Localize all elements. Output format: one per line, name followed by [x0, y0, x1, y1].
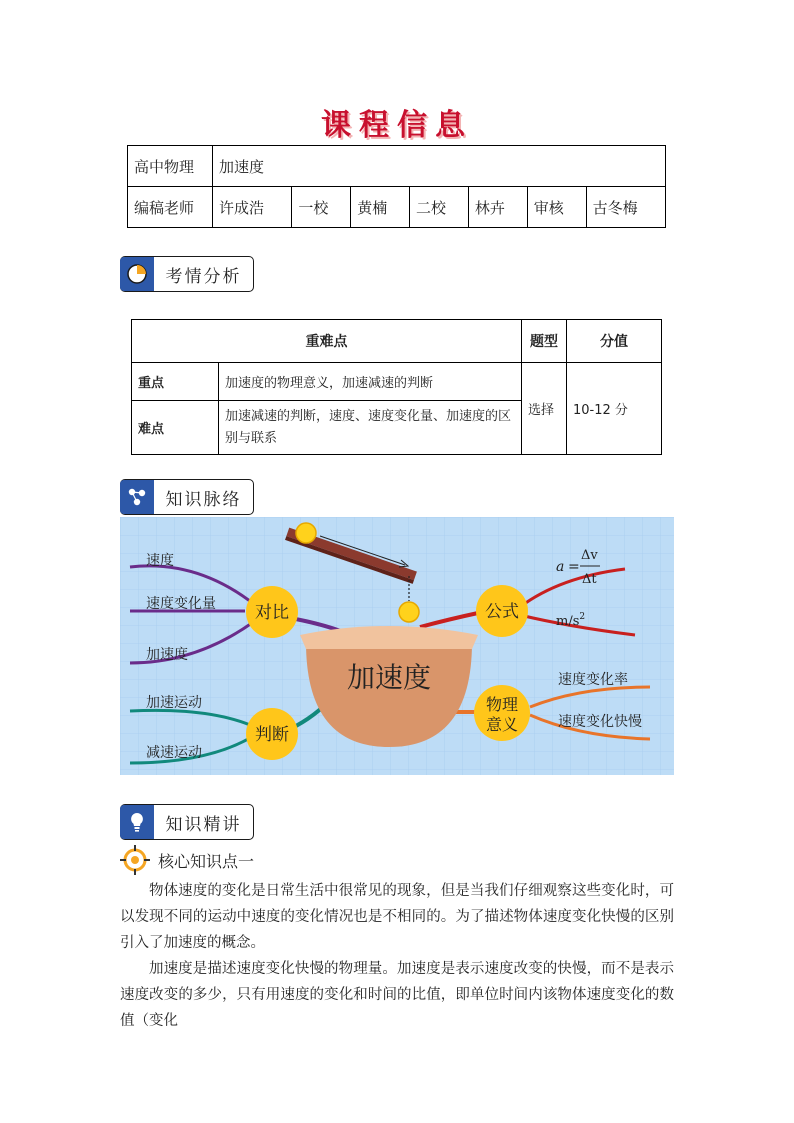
formula-denominator: Δt	[582, 572, 597, 587]
compare-node-label: 对比	[255, 603, 289, 623]
row-label-difficult: 难点	[132, 401, 219, 455]
info-cell: 二校	[410, 187, 469, 228]
meaning-node-label: 物理	[485, 695, 519, 714]
formula-unit: $m/s^2$	[556, 612, 586, 629]
meaning-item: 速度变化率	[558, 672, 628, 688]
section-knowledge-context	[120, 479, 254, 515]
row-content-key: 加速度的物理意义，加速减速的判断	[219, 363, 522, 401]
formula-lhs: a	[556, 559, 565, 575]
acceleration-mind-map	[120, 517, 674, 775]
header-score: 分值	[567, 320, 662, 363]
info-cell: 许成浩	[213, 187, 292, 228]
info-cell: 编稿老师	[128, 187, 213, 228]
info-cell: 黄楠	[351, 187, 410, 228]
score-cell: 10-12 分	[567, 363, 662, 455]
header-type: 题型	[522, 320, 567, 363]
lightbulb-icon	[120, 805, 154, 839]
section-label: 知识脉络	[165, 489, 242, 510]
body-paragraph: 物体速度的变化是日常生活中很常见的现象，但是当我们仔细观察这些变化时，可以发现不同的运动中速度的变化情况也是不相同的。为了描述物体速度变化快慢的区别引入了加速度的概念。	[120, 883, 674, 951]
target-icon	[120, 845, 150, 875]
ball-icon	[296, 523, 316, 543]
core-point-heading	[120, 845, 254, 875]
compare-item: 速度变化量	[146, 596, 216, 612]
formula-node-label: 公式	[485, 602, 519, 622]
header-key-points: 重难点	[132, 320, 522, 363]
judge-item: 加速运动	[146, 695, 202, 711]
section-label: 考情分析	[165, 266, 242, 287]
judge-item: 减速运动	[146, 745, 202, 761]
course-info-table	[127, 145, 666, 228]
formula-eq: =	[568, 559, 580, 575]
info-cell: 审核	[527, 187, 586, 228]
question-type-cell: 选择	[522, 363, 567, 455]
network-icon	[120, 480, 154, 514]
compare-item: 速度	[146, 553, 174, 569]
info-cell: 一校	[292, 187, 351, 228]
row-content-difficult: 加速减速的判断，速度、速度变化量、加速度的区别与联系	[219, 401, 522, 455]
meaning-node-label: 意义	[485, 715, 519, 734]
ball-icon	[399, 602, 419, 622]
page-title: 课程信息	[321, 108, 473, 143]
section-label: 知识精讲	[165, 814, 242, 835]
pie-chart-icon	[120, 257, 154, 291]
meaning-item: 速度变化快慢	[558, 714, 642, 730]
compare-item: 加速度	[146, 647, 188, 663]
core-point-title: 核心知识点一	[158, 851, 255, 871]
judge-node-label: 判断	[255, 725, 289, 745]
formula-numerator: Δv	[581, 548, 598, 563]
center-label: 加速度	[346, 661, 432, 694]
section-knowledge-lecture	[120, 804, 254, 840]
info-cell: 古冬梅	[586, 187, 665, 228]
body-paragraph: 加速度是描述速度变化快慢的物理量。加速度是表示速度改变的快慢，而不是表示速度改变的多少，只有用速度的变化和时间的比值，即单位时间内该物体速度变化的数值（变化	[120, 961, 674, 1029]
exam-analysis-table	[131, 319, 662, 455]
subject-cell: 高中物理	[128, 146, 213, 187]
section-exam-analysis	[120, 256, 254, 292]
info-cell: 林卉	[468, 187, 527, 228]
topic-cell: 加速度	[213, 146, 666, 187]
row-label-key: 重点	[132, 363, 219, 401]
